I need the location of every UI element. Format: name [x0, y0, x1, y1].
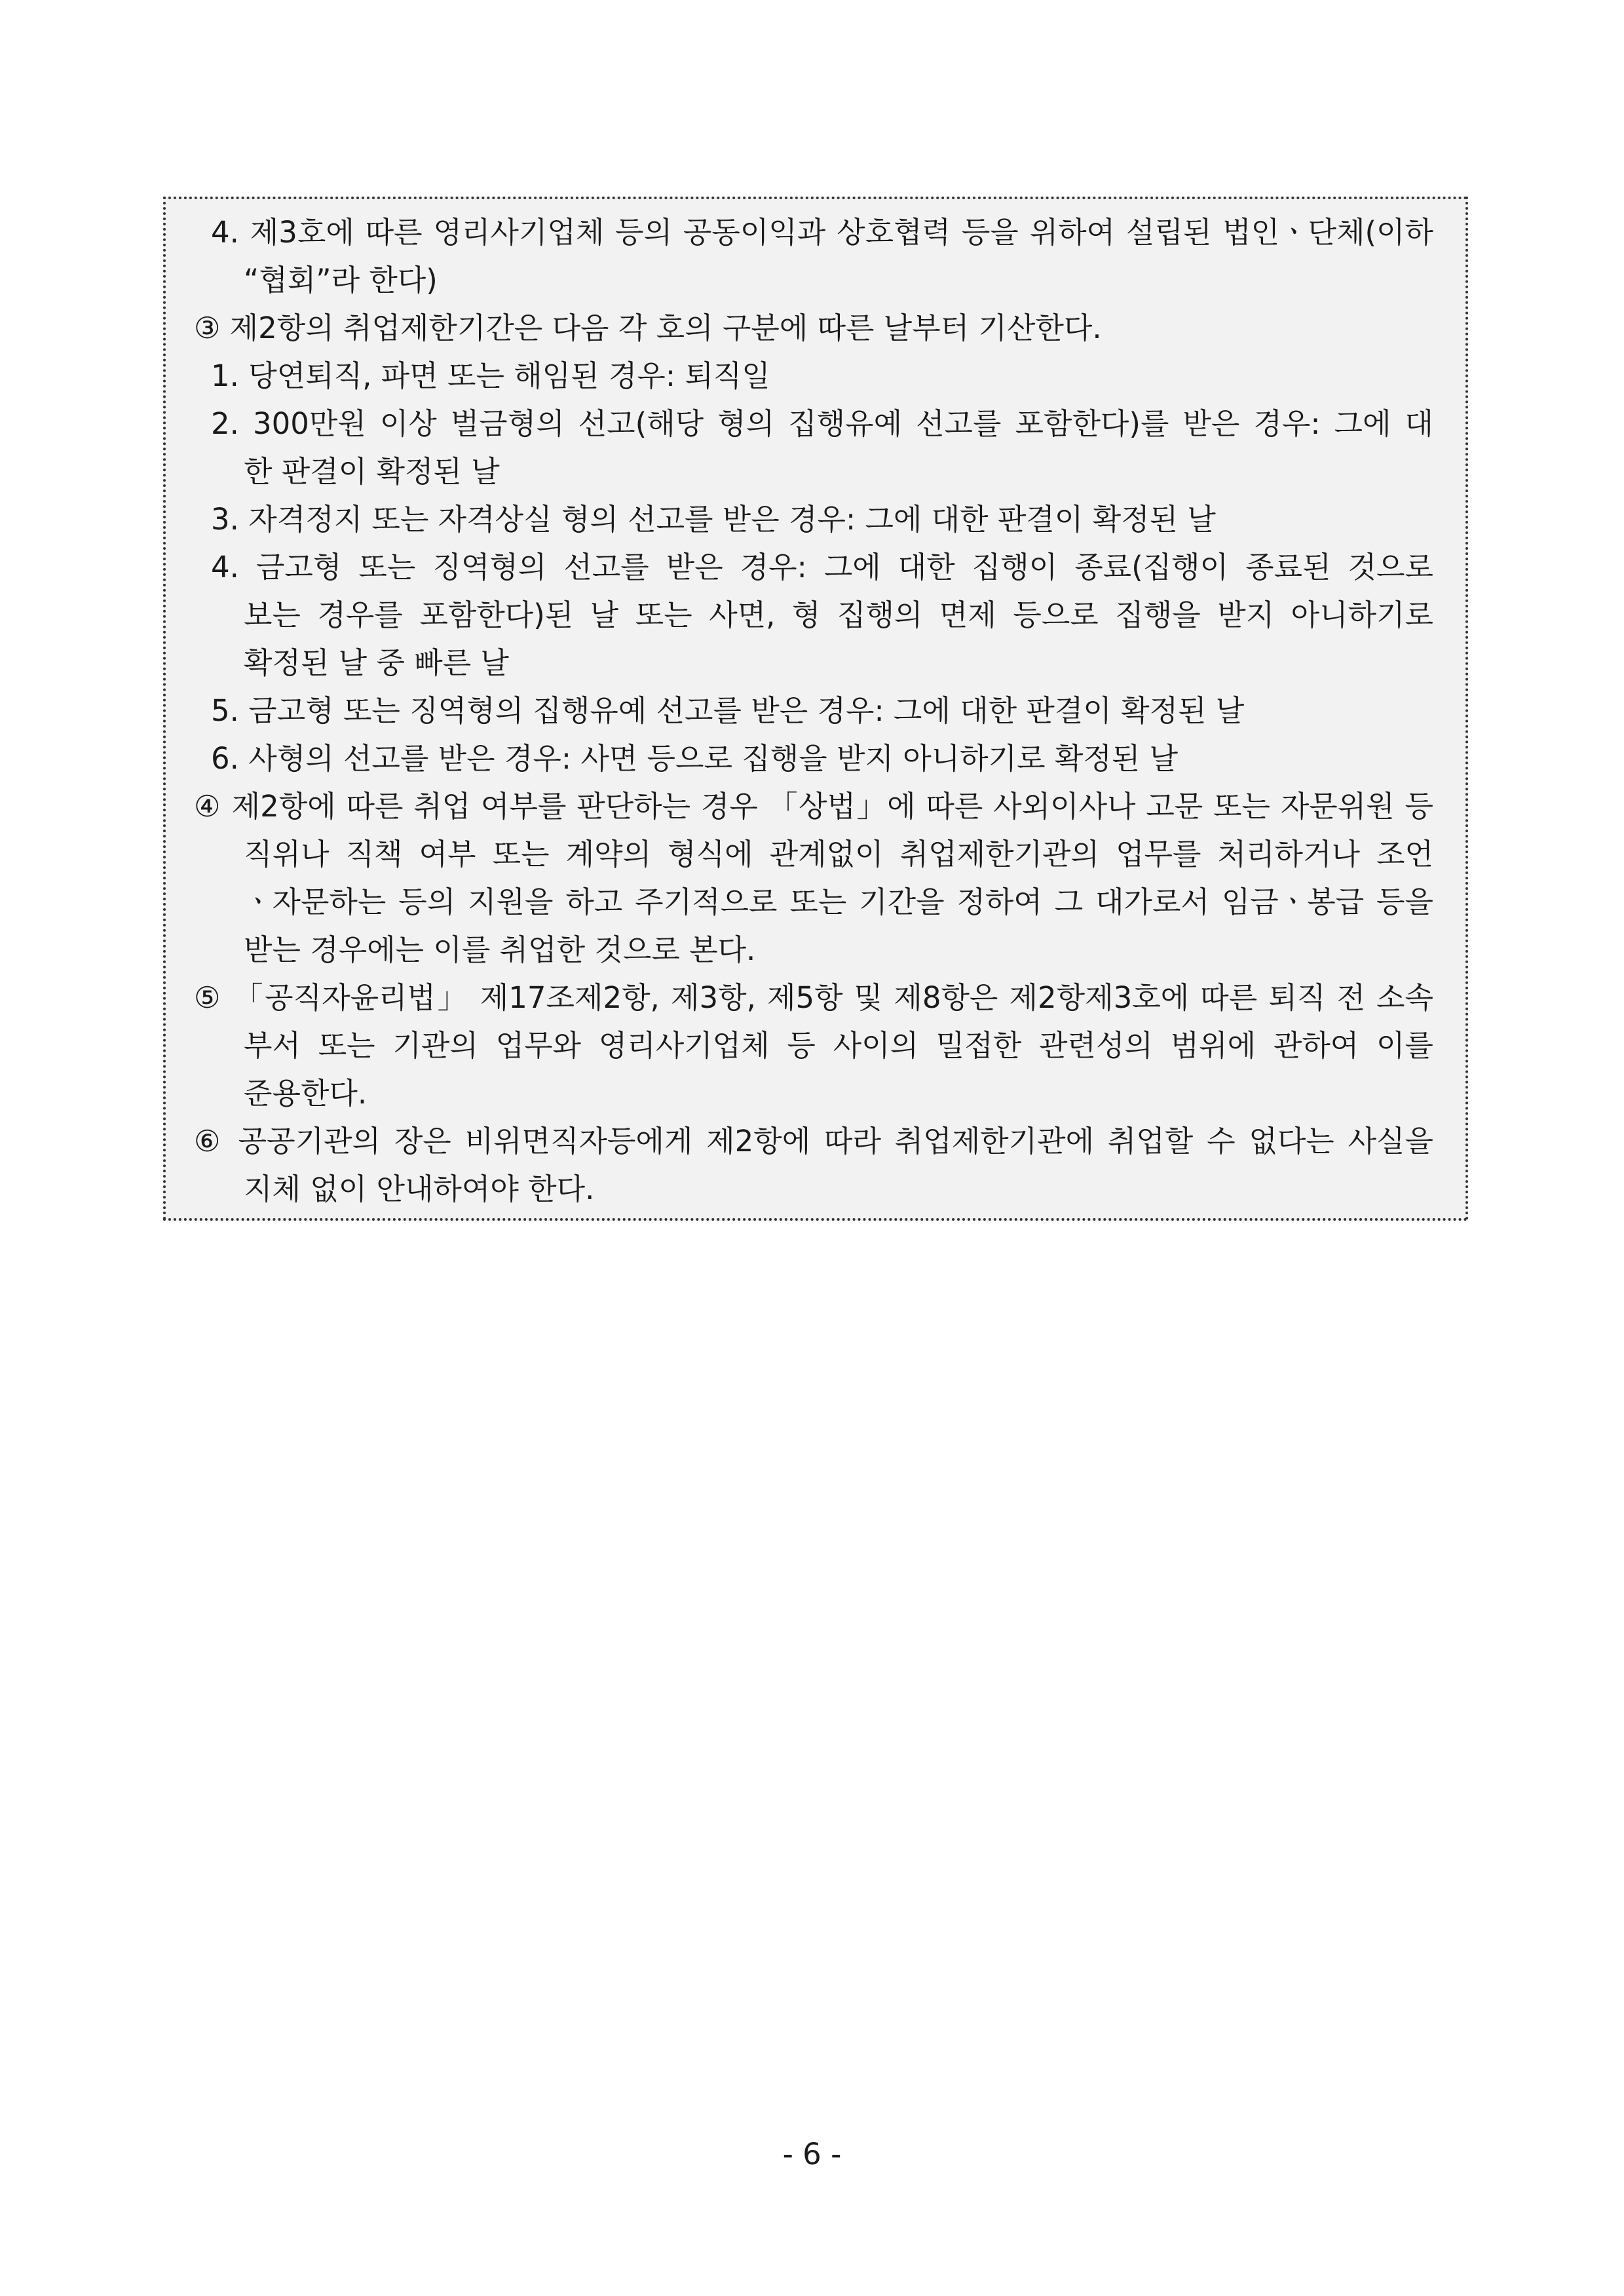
clause-3-item-3: 3. 자격정지 또는 자격상실 형의 선고를 받은 경우: 그에 대한 판결이 확정된 날: [211, 502, 1216, 537]
clause-3-heading: ③ 제2항의 취업제한기간은 다음 각 호의 구분에 따른 날부터 기산한다.: [194, 311, 1102, 345]
clause-6-line-1: ⑥ 공공기관의 장은 비위면직자등에게 제2항에 따라 취업제한기관에 취업할 수 없다는 사실을: [194, 1124, 1433, 1158]
clause-3-item-2-line-2: 한 판결이 확정된 날: [244, 454, 500, 489]
clause-4-line-2: 직위나 직책 여부 또는 계약의 형식에 관계없이 취업제한기관의 업무를 처리하거나 조언: [244, 837, 1433, 871]
clause-3-item-1: 1. 당연퇴직, 파면 또는 해임된 경우: 퇴직일: [211, 358, 770, 393]
clause-6-line-2: 지체 없이 안내하여야 한다.: [244, 1172, 595, 1206]
clause-3-item-6: 6. 사형의 선고를 받은 경우: 사면 등으로 집행을 받지 아니하기로 확정된 날: [211, 741, 1179, 776]
clause-4-line-3: ㆍ자문하는 등의 지원을 하고 주기적으로 또는 기간을 정하여 그 대가로서 임금ㆍ봉급 등을: [244, 885, 1433, 919]
clause-4-line-1: ④ 제2항에 따른 취업 여부를 판단하는 경우 「상법」에 따른 사외이사나 고문 또는 자문위원 등: [194, 789, 1433, 824]
page-number: - 6 -: [782, 2137, 842, 2172]
clause-3-item-2-line-1: 2. 300만원 이상 벌금형의 선고(해당 형의 집행유예 선고를 포함한다)를 받은 경우: 그에 대: [211, 406, 1433, 441]
clause-4-line-4: 받는 경우에는 이를 취업한 것으로 본다.: [244, 932, 756, 967]
item-4-line-1: 4. 제3호에 따른 영리사기업체 등의 공동이익과 상호협력 등을 위하여 설립된 법인ㆍ단체(이하: [211, 215, 1433, 250]
clause-5-line-1: ⑤ 「공직자윤리법」 제17조제2항, 제3항, 제5항 및 제8항은 제2항제3호에 따른 퇴직 전 소속: [194, 980, 1433, 1015]
clause-5-line-2: 부서 또는 기관의 업무와 영리사기업체 등 사이의 밀접한 관련성의 범위에 관하여 이를: [244, 1028, 1433, 1063]
item-4-line-2: “협회”라 한다): [244, 263, 438, 297]
clause-3-item-4-line-3: 확정된 날 중 빠른 날: [244, 645, 509, 680]
clause-3-item-4-line-1: 4. 금고형 또는 징역형의 선고를 받은 경우: 그에 대한 집행이 종료(집행이 종료된 것으로: [211, 550, 1433, 584]
clause-3-item-4-line-2: 보는 경우를 포함한다)된 날 또는 사면, 형 집행의 면제 등으로 집행을 받지 아니하기로: [244, 598, 1433, 632]
clause-5-line-3: 준용한다.: [244, 1076, 368, 1111]
clause-3-item-5: 5. 금고형 또는 징역형의 집행유예 선고를 받은 경우: 그에 대한 판결이 확정된 날: [211, 693, 1245, 728]
